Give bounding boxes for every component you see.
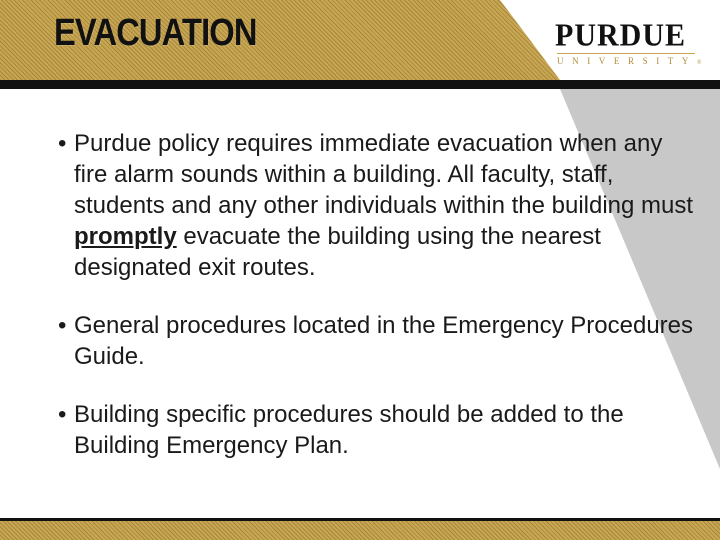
bullet-marker: • (58, 401, 67, 428)
bullet-item (58, 128, 698, 283)
logo-subtitle: UNIVERSITY® (557, 56, 702, 66)
bullet-text: General procedures located in the Emergency Procedures Guide. (74, 312, 694, 370)
purdue-logo (555, 18, 705, 68)
slide-title: EVACUATION (54, 12, 257, 54)
logo-wordmark: PURDUE (555, 18, 686, 53)
header-divider (0, 80, 720, 89)
footer-band (0, 521, 720, 540)
registered-mark: ® (697, 60, 702, 66)
bullet-marker: • (58, 130, 67, 157)
bullet-text: Purdue policy requires immediate evacuation when any fire alarm sounds within a building. All faculty, staff, students and any other individuals within the building must (74, 130, 694, 219)
slide-body (58, 128, 698, 488)
bullet-item (58, 399, 698, 461)
logo-rule (557, 53, 695, 54)
bullet-marker: • (58, 312, 67, 339)
bullet-item (58, 310, 698, 372)
emphasis-text: promptly (74, 223, 177, 250)
bullet-text-cont: evacuate the building using the nearest designated exit routes. (74, 223, 601, 281)
bullet-text: Building specific procedures should be added to the Building Emergency Plan. (74, 401, 624, 459)
